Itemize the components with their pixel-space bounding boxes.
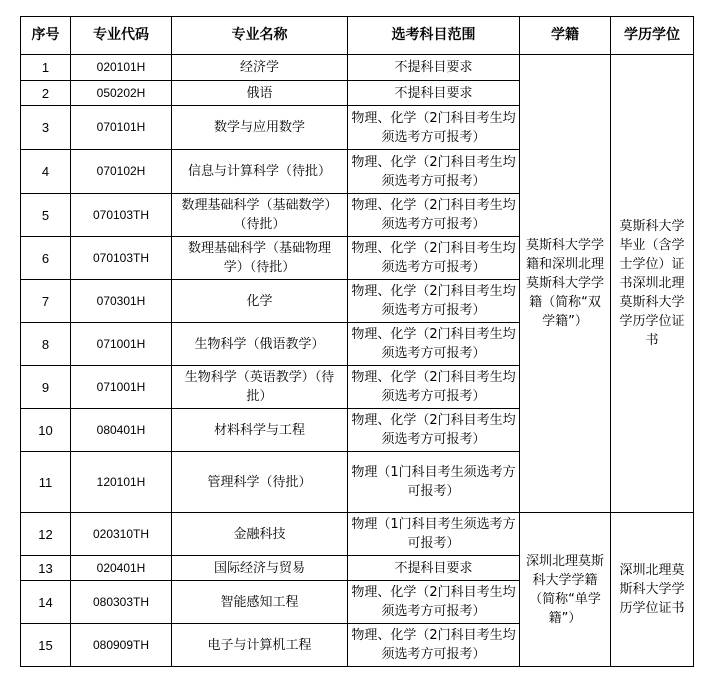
row-code: 120101H: [71, 452, 172, 513]
header-degree: 学历学位: [611, 17, 694, 55]
header-row: [21, 17, 694, 55]
row-code: 080303TH: [71, 581, 172, 624]
row-code: 020310TH: [71, 513, 172, 556]
row-name: 管理科学（待批）: [172, 452, 348, 513]
row-code: 080909TH: [71, 624, 172, 667]
row-code: 020101H: [71, 55, 172, 81]
row-subjects: 物理、化学（2门科目考生均须选考方可报考）: [348, 106, 520, 150]
row-no: 5: [21, 194, 71, 237]
row-code: 070101H: [71, 106, 172, 150]
row-subjects: 物理（1门科目考生须选考方可报考）: [348, 452, 520, 513]
row-name: 经济学: [172, 55, 348, 81]
row-code: 070103TH: [71, 194, 172, 237]
header-subjects: 选考科目范围: [348, 17, 520, 55]
row-name: 数理基础科学（基础数学）（待批）: [172, 194, 348, 237]
row-subjects: 物理、化学（2门科目考生均须选考方可报考）: [348, 624, 520, 667]
row-subjects: 物理、化学（2门科目考生均须选考方可报考）: [348, 150, 520, 194]
row-no: 10: [21, 409, 71, 452]
status-group-1: 莫斯科大学学籍和深圳北理莫斯科大学学籍（简称“双学籍”）: [520, 55, 611, 513]
table-row: [21, 513, 694, 556]
degree-group-1: 莫斯科大学毕业（含学士学位）证书深圳北理莫斯科大学学历学位证书: [611, 55, 694, 513]
row-name: 化学: [172, 280, 348, 323]
row-no: 14: [21, 581, 71, 624]
row-code: 070301H: [71, 280, 172, 323]
row-no: 15: [21, 624, 71, 667]
row-name: 智能感知工程: [172, 581, 348, 624]
row-no: 11: [21, 452, 71, 513]
row-no: 4: [21, 150, 71, 194]
row-no: 8: [21, 323, 71, 366]
row-subjects: 不提科目要求: [348, 81, 520, 106]
row-subjects: 物理、化学（2门科目考生均须选考方可报考）: [348, 194, 520, 237]
row-code: 070103TH: [71, 237, 172, 280]
row-no: 3: [21, 106, 71, 150]
row-code: 070102H: [71, 150, 172, 194]
row-no: 9: [21, 366, 71, 409]
header-name: 专业名称: [172, 17, 348, 55]
row-name: 生物科学（俄语教学）: [172, 323, 348, 366]
row-no: 13: [21, 556, 71, 581]
row-name: 材料科学与工程: [172, 409, 348, 452]
row-code: 020401H: [71, 556, 172, 581]
row-name: 数学与应用数学: [172, 106, 348, 150]
status-group-2: 深圳北理莫斯科大学学籍（简称“单学籍”）: [520, 513, 611, 667]
row-no: 2: [21, 81, 71, 106]
row-no: 7: [21, 280, 71, 323]
row-subjects: 不提科目要求: [348, 556, 520, 581]
header-status: 学籍: [520, 17, 611, 55]
row-code: 071001H: [71, 366, 172, 409]
degree-group-2: 深圳北理莫斯科大学学历学位证书: [611, 513, 694, 667]
row-no: 6: [21, 237, 71, 280]
row-name: 信息与计算科学（待批）: [172, 150, 348, 194]
row-code: 050202H: [71, 81, 172, 106]
row-name: 俄语: [172, 81, 348, 106]
row-subjects: 物理、化学（2门科目考生均须选考方可报考）: [348, 409, 520, 452]
row-name: 金融科技: [172, 513, 348, 556]
row-no: 12: [21, 513, 71, 556]
row-subjects: 物理、化学（2门科目考生均须选考方可报考）: [348, 323, 520, 366]
row-name: 国际经济与贸易: [172, 556, 348, 581]
header-code: 专业代码: [71, 17, 172, 55]
row-subjects: 物理、化学（2门科目考生均须选考方可报考）: [348, 581, 520, 624]
row-subjects: 物理、化学（2门科目考生均须选考方可报考）: [348, 366, 520, 409]
row-name: 电子与计算机工程: [172, 624, 348, 667]
row-code: 071001H: [71, 323, 172, 366]
admissions-table: [20, 16, 694, 667]
header-no: 序号: [21, 17, 71, 55]
row-subjects: 不提科目要求: [348, 55, 520, 81]
table-row: [21, 55, 694, 81]
row-no: 1: [21, 55, 71, 81]
row-name: 数理基础科学（基础物理学）（待批）: [172, 237, 348, 280]
row-subjects: 物理、化学（2门科目考生均须选考方可报考）: [348, 280, 520, 323]
row-code: 080401H: [71, 409, 172, 452]
row-subjects: 物理（1门科目考生须选考方可报考）: [348, 513, 520, 556]
row-name: 生物科学（英语教学）（待批）: [172, 366, 348, 409]
row-subjects: 物理、化学（2门科目考生均须选考方可报考）: [348, 237, 520, 280]
